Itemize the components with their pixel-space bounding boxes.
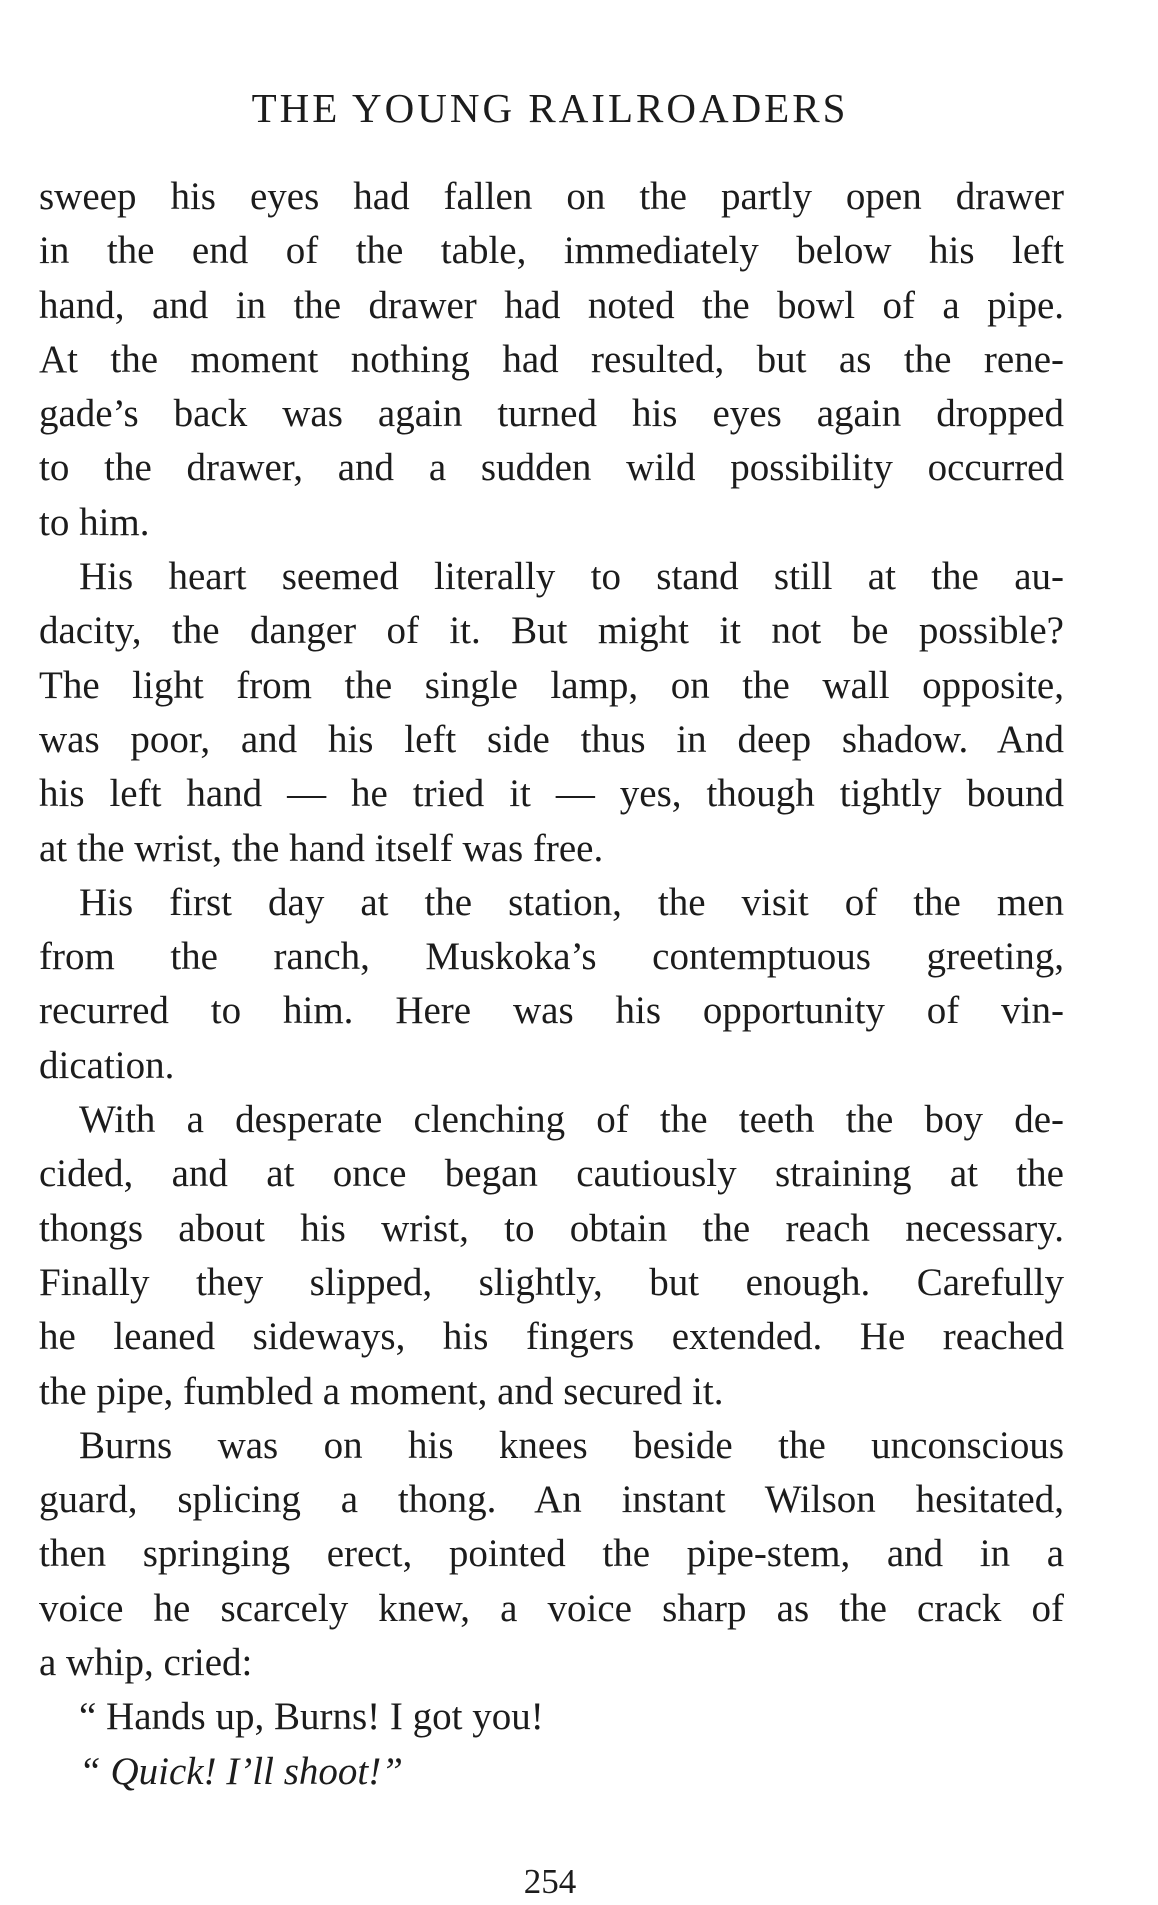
text-line: was poor, and his left side thus in deep shadow. And	[39, 717, 1064, 761]
text-line: hand, and in the drawer had noted the bowl of a pipe.	[39, 283, 1064, 327]
running-title: THE YOUNG RAILROADERS	[251, 85, 849, 131]
text-line: in the end of the table, immediately below his left	[39, 229, 1064, 273]
text-line: then springing erect, pointed the pipe-stem, and in a	[39, 1532, 1064, 1576]
text-line: to the drawer, and a sudden wild possibility occurred	[39, 446, 1064, 490]
page-number: 254	[523, 1862, 577, 1901]
text-line: Finally they slipped, slightly, but enough. Carefully	[39, 1260, 1064, 1304]
dialogue-line: “ Hands up, Burns! I got you!	[79, 1695, 544, 1739]
text-line: from the ranch, Muskoka’s contemptuous greeting,	[39, 935, 1064, 979]
text-line: gade’s back was again turned his eyes again dropped	[39, 392, 1064, 436]
text-line: to him.	[39, 500, 150, 544]
text-line: Burns was on his knees beside the unconscious	[79, 1423, 1064, 1467]
text-line: his left hand — he tried it — yes, though tightly bound	[39, 772, 1064, 816]
text-line: at the wrist, the hand itself was free.	[39, 826, 604, 870]
text-line: dication.	[39, 1043, 175, 1087]
text-line: the pipe, fumbled a moment, and secured it.	[39, 1369, 724, 1413]
text-line: The light from the single lamp, on the wall opposite,	[39, 663, 1064, 707]
text-line: dacity, the danger of it. But might it not be possible?	[39, 609, 1064, 653]
body-text	[39, 170, 1064, 1799]
text-line: His heart seemed literally to stand still at the au-	[79, 555, 1064, 599]
text-line: sweep his eyes had fallen on the partly open drawer	[39, 175, 1064, 218]
text-line: cided, and at once began cautiously straining at the	[39, 1152, 1064, 1196]
text-line: voice he scarcely knew, a voice sharp as the crack of	[39, 1586, 1064, 1630]
text-line: His first day at the station, the visit of the men	[79, 880, 1064, 924]
dialogue-line: “ Quick! I’ll shoot!”	[79, 1749, 403, 1793]
text-line: guard, splicing a thong. An instant Wilson hesitated,	[39, 1478, 1064, 1522]
text-line: thongs about his wrist, to obtain the reach necessary.	[39, 1206, 1064, 1250]
text-line: At the moment nothing had resulted, but as the rene-	[39, 337, 1064, 381]
text-line: a whip, cried:	[39, 1641, 253, 1685]
text-line: recurred to him. Here was his opportunity of vin-	[39, 989, 1064, 1033]
text-line: With a desperate clenching of the teeth the boy de-	[79, 1098, 1064, 1142]
text-line: he leaned sideways, his fingers extended. He reached	[39, 1315, 1064, 1359]
